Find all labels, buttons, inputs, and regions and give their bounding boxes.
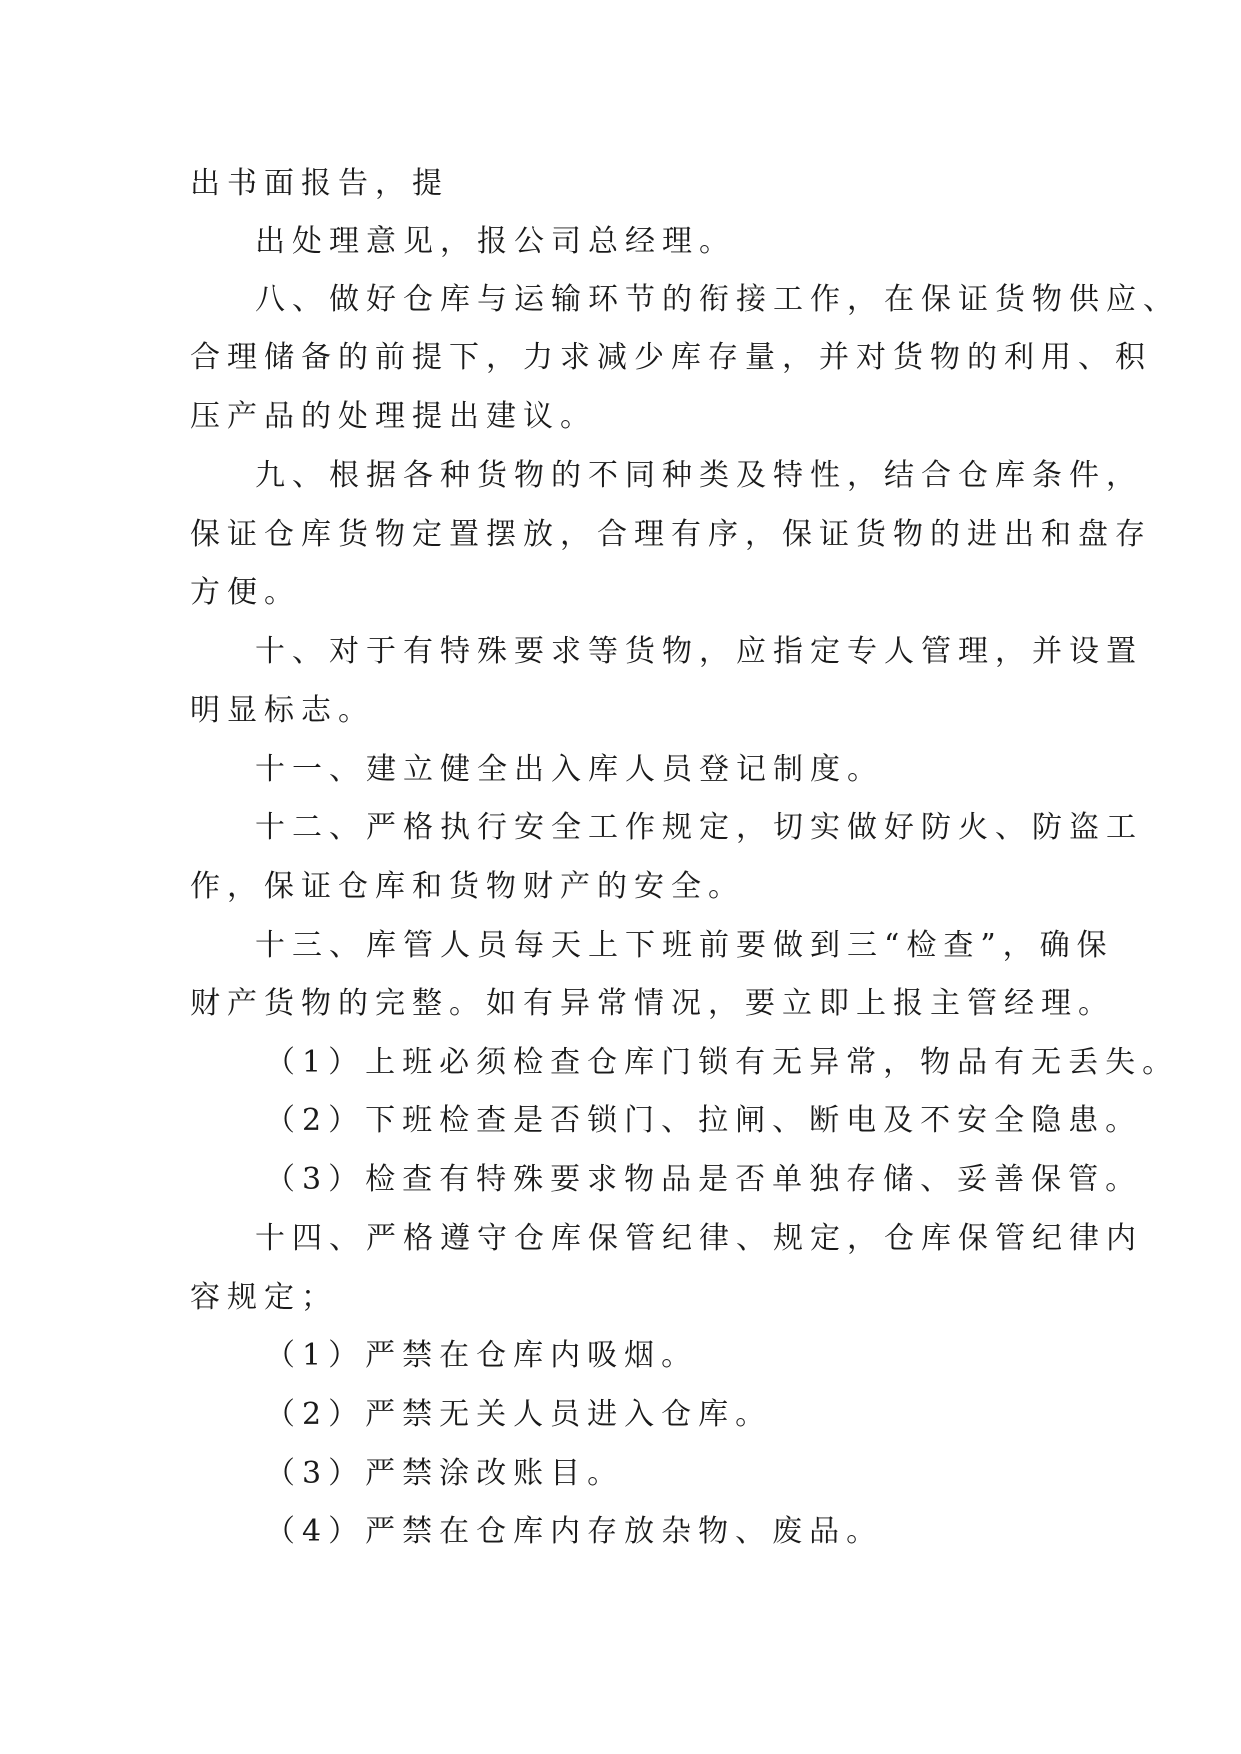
list-item: （4）严禁在仓库内存放杂物、废品。 [265,1514,884,1549]
paragraph-11-line: 十一、建立健全出入库人员登记制度。 [255,752,884,787]
text-line: 出处理意见，报公司总经理。 [255,224,736,259]
paragraph-10-line: 十、对于有特殊要求等货物，应指定专人管理，并设置 [255,634,1143,669]
list-item: （2）下班检查是否锁门、拉闸、断电及不安全隐患。 [265,1103,1143,1138]
paragraph-9-line: 九、根据各种货物的不同种类及特性，结合仓库条件， [255,458,1143,493]
list-item: （1）严禁在仓库内吸烟。 [265,1338,699,1373]
list-item: （3）检查有特殊要求物品是否单独存储、妥善保管。 [265,1162,1143,1197]
list-item: （2）严禁无关人员进入仓库。 [265,1397,773,1432]
text-line: 作，保证仓库和货物财产的安全。 [190,869,745,904]
list-item: （1）上班必须检查仓库门锁有无异常，物品有无丢失。 [265,1045,1180,1080]
paragraph-8-line: 八、做好仓库与运输环节的衔接工作，在保证货物供应、 [255,282,1180,317]
paragraph-12-line: 十二、严格执行安全工作规定，切实做好防火、防盗工 [255,810,1143,845]
list-item: （3）严禁涂改账目。 [265,1456,625,1491]
paragraph-13-line: 十三、库管人员每天上下班前要做到三“检查”，确保 [255,928,1114,963]
text-line: 明显标志。 [190,693,375,728]
text-line: 出书面报告，提 [190,166,449,201]
text-line: 合理储备的前提下，力求减少库存量，并对货物的利用、积 [190,340,1152,375]
paragraph-14-line: 十四、严格遵守仓库保管纪律、规定，仓库保管纪律内 [255,1221,1143,1256]
text-line: 财产货物的完整。如有异常情况，要立即上报主管经理。 [190,986,1115,1021]
text-line: 保证仓库货物定置摆放，合理有序，保证货物的进出和盘存 [190,517,1152,552]
text-line: 压产品的处理提出建议。 [190,399,597,434]
text-line: 容规定； [190,1280,338,1315]
text-line: 方便。 [190,575,301,610]
